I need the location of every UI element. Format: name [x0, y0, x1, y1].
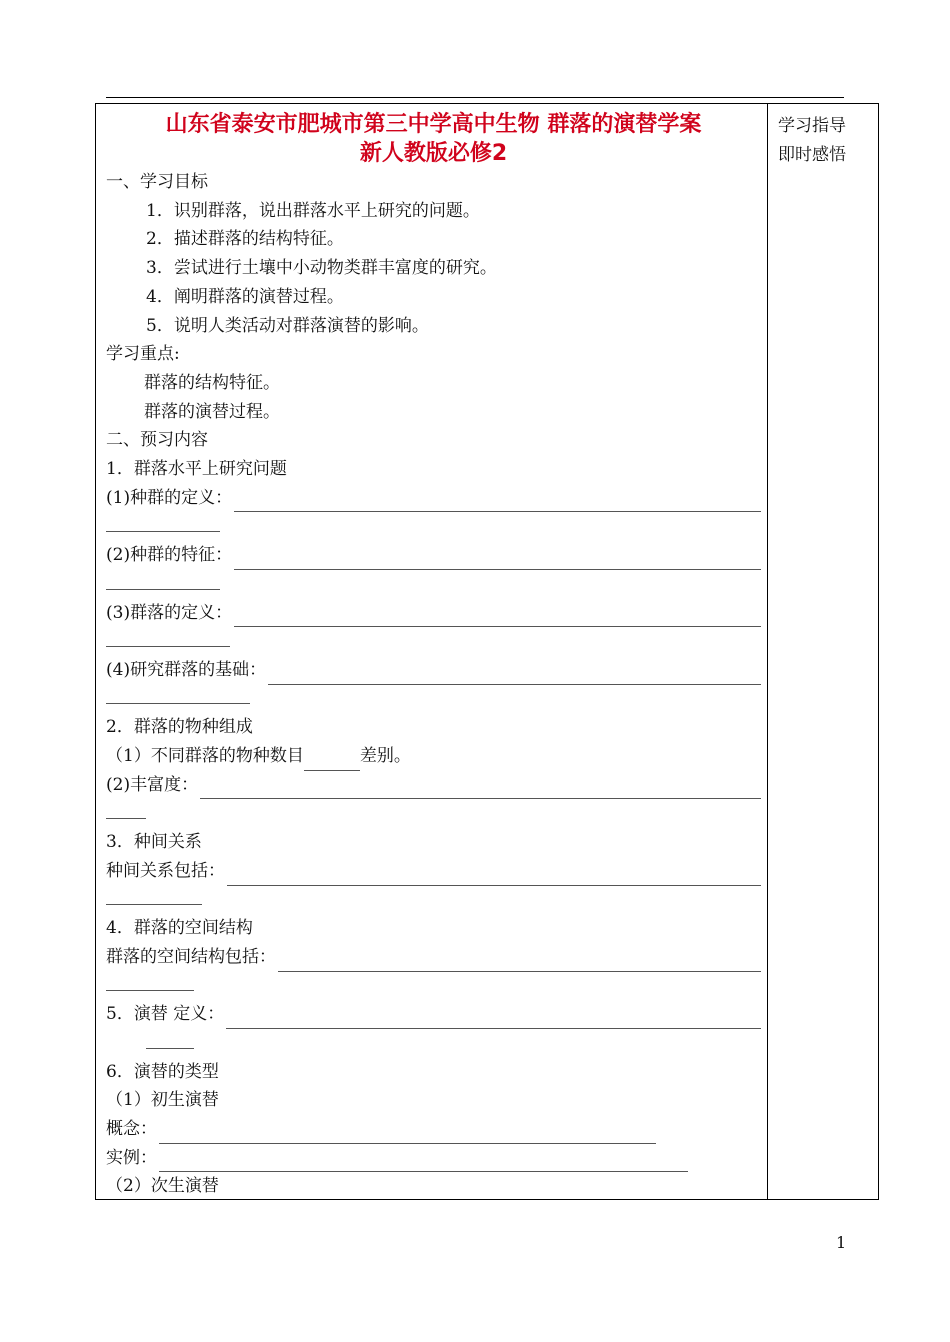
question-label: 概念： — [106, 1119, 157, 1140]
goal-item: 3．尝试进行土壤中小动物类群丰富度的研究。 — [146, 258, 497, 279]
question-row — [106, 484, 761, 513]
question-row — [106, 656, 761, 685]
subsection-heading: 3．种间关系 — [106, 832, 202, 853]
doc-title-line2: 新人教版必修2 — [359, 141, 508, 166]
page-number: 1 — [836, 1233, 847, 1252]
answer-blank-continued[interactable] — [106, 512, 761, 541]
answer-blank[interactable] — [227, 867, 761, 886]
answer-blank-continued[interactable] — [106, 1029, 761, 1058]
answer-blank[interactable] — [226, 1010, 761, 1029]
subsection-heading: 1．群落水平上研究问题 — [106, 459, 287, 480]
question-label: (1)种群的定义： — [106, 487, 233, 508]
goal-item: 1．识别群落，说出群落水平上研究的问题。 — [146, 200, 480, 221]
side-label-reflection: 即时感悟 — [778, 145, 846, 165]
answer-blank[interactable] — [304, 753, 360, 771]
key-point-item: 群落的结构特征。 — [144, 372, 280, 393]
answer-blank[interactable] — [200, 780, 761, 799]
question-label: (2)种群的特征： — [106, 545, 233, 566]
answer-blank-continued[interactable] — [106, 972, 761, 1001]
subsection-item: （1）初生演替 — [106, 1090, 219, 1111]
answer-blank[interactable] — [234, 608, 761, 627]
section-heading-goals: 一、学习目标 — [106, 172, 208, 192]
answer-blank-continued[interactable] — [106, 627, 761, 656]
side-label-guidance: 学习指导 — [778, 116, 846, 136]
question-label: (2)丰富度： — [106, 774, 199, 795]
header-rule — [106, 97, 844, 98]
answer-blank-continued[interactable] — [106, 799, 761, 828]
answer-blank[interactable] — [278, 953, 761, 972]
subsection-heading: 4．群落的空间结构 — [106, 918, 253, 939]
question-row — [106, 1144, 688, 1173]
subsection-heading: 2．群落的物种组成 — [106, 717, 253, 738]
question-row — [106, 541, 761, 570]
subsection-heading: 6．演替的类型 — [106, 1061, 219, 1082]
column-divider — [767, 104, 768, 1199]
answer-blank-continued[interactable] — [106, 886, 761, 915]
question-row — [106, 1000, 761, 1029]
question-label: （1）不同群落的物种数目 — [106, 746, 304, 766]
answer-blank-continued[interactable] — [106, 685, 761, 714]
section-heading-preview: 二、预习内容 — [106, 430, 208, 451]
goal-item: 4．阐明群落的演替过程。 — [146, 286, 344, 307]
question-row — [106, 771, 761, 800]
answer-blank[interactable] — [234, 551, 761, 570]
goal-item: 2．描述群落的结构特征。 — [146, 229, 344, 250]
question-label: 实例： — [106, 1147, 157, 1168]
question-row — [106, 857, 761, 886]
question-row — [106, 742, 761, 771]
question-label: 5．演替 定义： — [106, 1004, 225, 1025]
answer-blank[interactable] — [159, 1125, 656, 1144]
answer-blank[interactable] — [268, 666, 761, 685]
answer-blank[interactable] — [234, 493, 761, 512]
answer-blank[interactable] — [159, 1153, 688, 1172]
question-label: 群落的空间结构包括： — [106, 946, 276, 967]
question-label: 种间关系包括： — [106, 860, 225, 881]
question-row — [106, 1115, 656, 1144]
subsection-item: （2）次生演替 — [106, 1176, 219, 1197]
worksheet-table — [95, 103, 879, 1200]
question-label: (4)研究群落的基础： — [106, 659, 267, 680]
answer-blank-continued[interactable] — [106, 570, 761, 599]
main-column — [106, 110, 761, 1201]
question-row — [106, 943, 761, 972]
question-row — [106, 599, 761, 628]
key-point-item: 群落的演替过程。 — [144, 401, 280, 422]
key-points-heading: 学习重点: — [106, 344, 180, 365]
doc-title-line1: 山东省泰安市肥城市第三中学高中生物 群落的演替学案 — [165, 112, 702, 137]
side-column — [778, 112, 868, 170]
question-label: (3)群落的定义： — [106, 602, 233, 623]
goal-item: 5．说明人类活动对群落演替的影响。 — [146, 315, 429, 336]
question-label-suffix: 差别。 — [359, 746, 411, 766]
